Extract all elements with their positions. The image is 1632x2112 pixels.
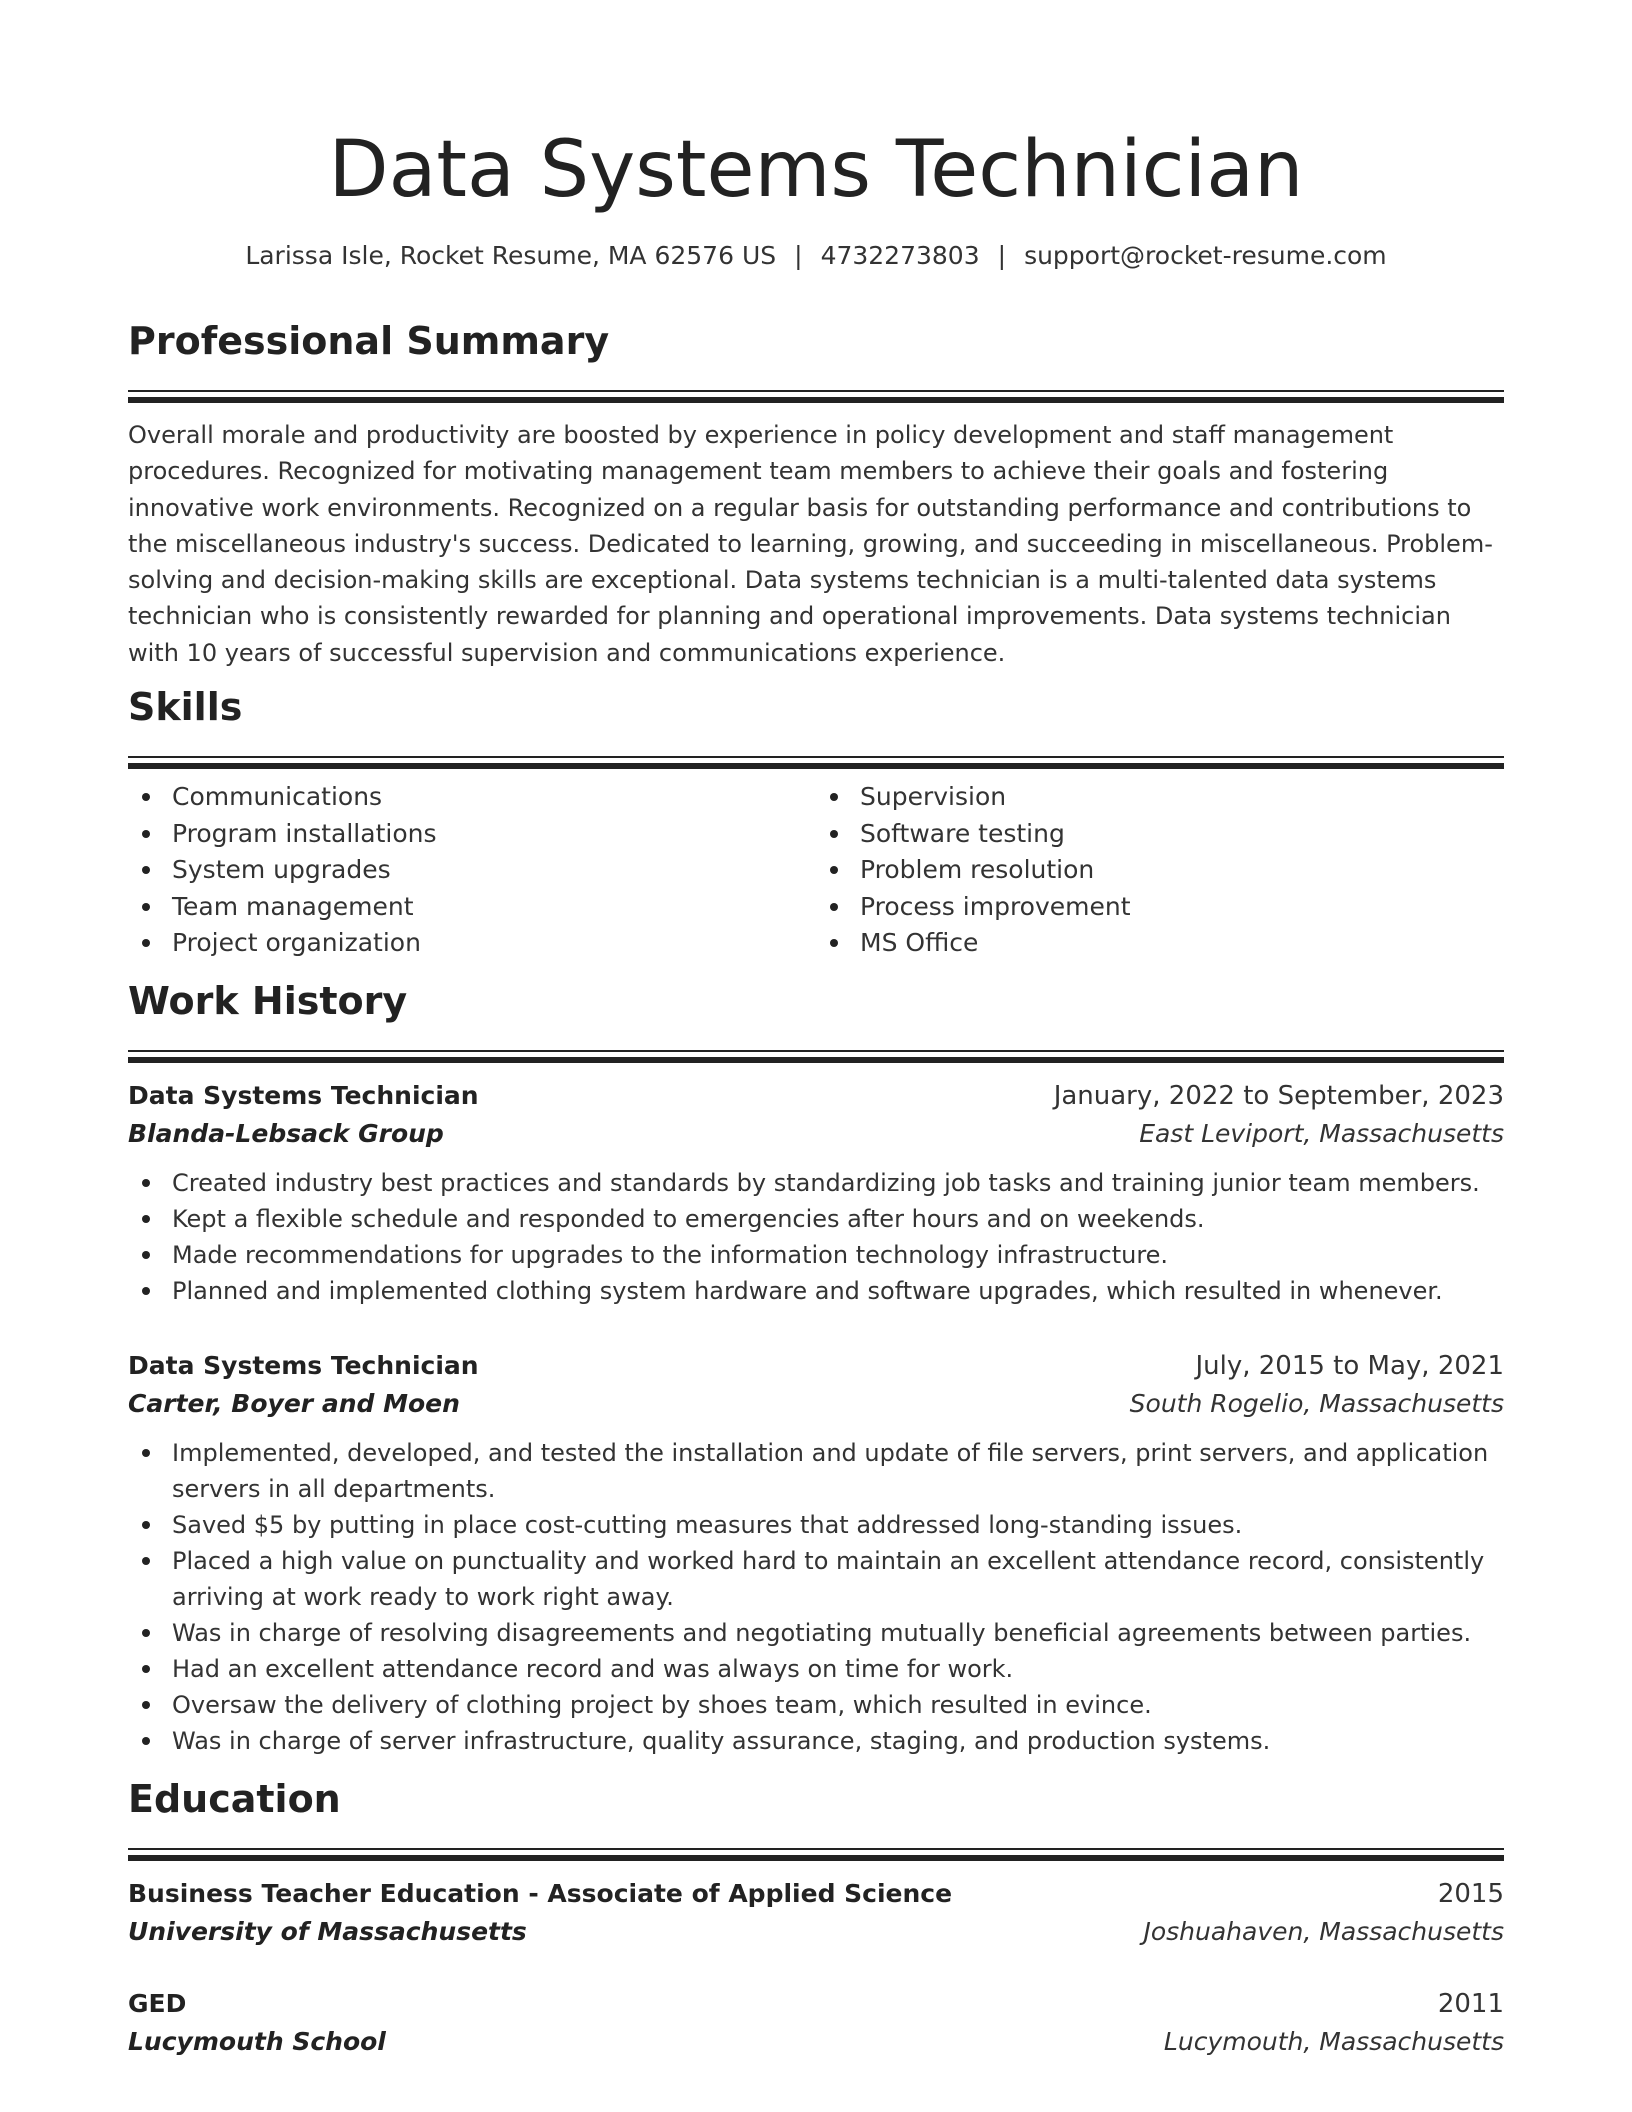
job-bullet <box>172 1687 1504 1723</box>
contact-phone: 4732273803 <box>820 241 980 270</box>
education-degree: Business Teacher Education - Associate of Applied Science <box>128 1879 953 1908</box>
skill-label: Program installations <box>172 818 437 848</box>
job-bullets <box>128 1165 1504 1309</box>
section-divider-thick <box>128 1057 1504 1063</box>
skill-item <box>172 779 816 816</box>
skill-item <box>860 925 1504 962</box>
education-subheader <box>128 1913 1504 1951</box>
summary-text: Overall morale and productivity are boosted by experience in policy development and staff management procedures. Recognized for motivating management team members to achieve their goals and fostering innovative work environments. Recognized on a regular basis for outstanding performance and contributions to the miscellaneous industry's success. Dedicated to learning, growing, and succeeding in miscellaneous. Problem-solving and decision-making skills are exceptional. Data systems technician is a multi-talented data systems technician who is consistently rewarded for planning and operational improvements. Data systems technician with 10 years of successful supervision and communications experience. <box>128 421 1493 667</box>
education-entry <box>128 1985 1504 2061</box>
bullet-icon <box>142 866 150 874</box>
bullet-icon <box>142 1737 150 1745</box>
skill-item <box>860 852 1504 889</box>
education-location: Lucymouth, Massachusetts <box>1163 2027 1504 2056</box>
skill-label: Project organization <box>172 928 421 957</box>
job-company: Blanda-Lebsack Group <box>128 1119 444 1148</box>
bullet-icon <box>142 1287 150 1295</box>
job-bullet-text: Was in charge of resolving disagreements and negotiating mutually beneficial agreements between parties. <box>172 1619 1472 1647</box>
skill-item <box>172 889 816 926</box>
bullet-icon <box>142 1251 150 1259</box>
education-degree: GED <box>128 1989 187 2018</box>
skill-item <box>860 816 1504 853</box>
job-bullet-text: Had an excellent attendance record and was always on time for work. <box>172 1655 1014 1683</box>
skill-item <box>860 779 1504 816</box>
job-subheader <box>128 1385 1504 1423</box>
job-bullet <box>172 1165 1504 1201</box>
section-divider <box>128 756 1504 758</box>
skill-label: Supervision <box>860 782 1007 811</box>
skill-item <box>172 816 816 853</box>
contact-line <box>128 238 1504 274</box>
job-bullet <box>172 1615 1504 1651</box>
candidate-name: Data Systems Technician <box>328 125 1304 215</box>
section-title-summary: Professional Summary <box>128 319 610 363</box>
job-bullet-text: Kept a flexible schedule and responded to emergencies after hours and on weekends. <box>172 1205 1205 1233</box>
bullet-icon <box>830 903 838 911</box>
bullet-icon <box>142 903 150 911</box>
job-bullet-text: Was in charge of server infrastructure, quality assurance, staging, and production systems. <box>172 1727 1271 1755</box>
job-entry <box>128 1077 1504 1309</box>
education-entry <box>128 1875 1504 1951</box>
job-bullets <box>128 1435 1504 1759</box>
bullet-icon <box>142 1665 150 1673</box>
education-header <box>128 1875 1504 1913</box>
skill-item <box>172 852 816 889</box>
skill-label: MS Office <box>860 928 979 957</box>
section-divider-thick <box>128 1855 1504 1861</box>
job-header <box>128 1077 1504 1115</box>
job-bullet <box>172 1723 1504 1759</box>
job-location: South Rogelio, Massachusetts <box>1129 1389 1504 1418</box>
section-divider-thick <box>128 397 1504 403</box>
education-school: Lucymouth School <box>128 2027 386 2056</box>
skills-column-left <box>128 779 816 962</box>
job-bullet <box>172 1651 1504 1687</box>
bullet-icon <box>830 939 838 947</box>
skills-column-right <box>816 779 1504 962</box>
job-entry <box>128 1347 1504 1759</box>
job-bullet-text: Planned and implemented clothing system hardware and software upgrades, which resulted in whenever. <box>172 1277 1443 1305</box>
section-title-work-history: Work History <box>128 979 408 1023</box>
contact-separator: | <box>997 241 1007 270</box>
skill-label: Process improvement <box>860 891 1131 921</box>
section-divider <box>128 1050 1504 1052</box>
skill-item <box>860 889 1504 926</box>
job-bullet <box>172 1543 1504 1615</box>
skill-label: Communications <box>172 782 383 811</box>
section-divider <box>128 390 1504 392</box>
section-divider <box>128 1848 1504 1850</box>
education-year: 2015 <box>1437 1879 1504 1909</box>
job-location: East Leviport, Massachusetts <box>1139 1119 1504 1148</box>
contact-address: Larissa Isle, Rocket Resume, MA 62576 US <box>245 241 777 270</box>
job-title: Data Systems Technician <box>128 1351 479 1380</box>
education-section <box>128 1774 1504 2061</box>
work-history-section <box>128 976 1504 1759</box>
contact-email[interactable]: support@rocket-resume.com <box>1024 241 1387 270</box>
skill-label: Problem resolution <box>860 855 1095 884</box>
skill-label: Team management <box>172 891 414 921</box>
job-bullet <box>172 1237 1504 1273</box>
bullet-icon <box>142 1449 150 1457</box>
skill-label: Software testing <box>860 818 1065 848</box>
job-bullet-text: Saved $5 by putting in place cost-cutting measures that addressed long-standing issues. <box>172 1511 1243 1539</box>
job-subheader <box>128 1115 1504 1153</box>
job-dates: January, 2022 to September, 2023 <box>1053 1081 1504 1111</box>
bullet-icon <box>142 1629 150 1637</box>
job-bullet-text: Implemented, developed, and tested the installation and update of file servers, print servers, and application servers in all departments. <box>172 1439 1489 1503</box>
job-bullet <box>172 1201 1504 1237</box>
job-bullet-text: Placed a high value on punctuality and worked hard to maintain an excellent attendance record, consistently arriving at work ready to work right away. <box>172 1547 1485 1611</box>
education-school: University of Massachusetts <box>128 1917 527 1946</box>
bullet-icon <box>142 939 150 947</box>
bullet-icon <box>142 1521 150 1529</box>
skill-item <box>172 925 816 962</box>
bullet-icon <box>142 1701 150 1709</box>
job-bullet-text: Made recommendations for upgrades to the information technology infrastructure. <box>172 1241 1169 1269</box>
education-year: 2011 <box>1437 1989 1504 2019</box>
job-dates: July, 2015 to May, 2021 <box>1195 1351 1504 1381</box>
bullet-icon <box>142 1179 150 1187</box>
job-title: Data Systems Technician <box>128 1081 479 1110</box>
job-header <box>128 1347 1504 1385</box>
bullet-icon <box>142 830 150 838</box>
summary-section <box>128 316 1504 671</box>
bullet-icon <box>142 1215 150 1223</box>
section-title-education: Education <box>128 1777 341 1821</box>
job-bullet-text: Oversaw the delivery of clothing project by shoes team, which resulted in evince. <box>172 1691 1152 1719</box>
education-location: Joshuahaven, Massachusetts <box>1143 1917 1504 1946</box>
bullet-icon <box>830 866 838 874</box>
education-header <box>128 1985 1504 2023</box>
bullet-icon <box>830 793 838 801</box>
section-title-skills: Skills <box>128 685 243 729</box>
job-bullet <box>172 1273 1504 1309</box>
education-subheader <box>128 2023 1504 2061</box>
job-bullet-text: Created industry best practices and standards by standardizing job tasks and training junior team members. <box>172 1169 1480 1197</box>
contact-separator: | <box>794 241 803 270</box>
section-divider-thick <box>128 763 1504 769</box>
job-company: Carter, Boyer and Moen <box>128 1389 460 1418</box>
job-bullet <box>172 1507 1504 1543</box>
skills-section <box>128 682 1504 962</box>
bullet-icon <box>830 830 838 838</box>
skills-grid <box>128 779 1504 962</box>
bullet-icon <box>142 1557 150 1565</box>
skill-label: System upgrades <box>172 855 391 884</box>
job-bullet <box>172 1435 1504 1507</box>
bullet-icon <box>142 793 150 801</box>
